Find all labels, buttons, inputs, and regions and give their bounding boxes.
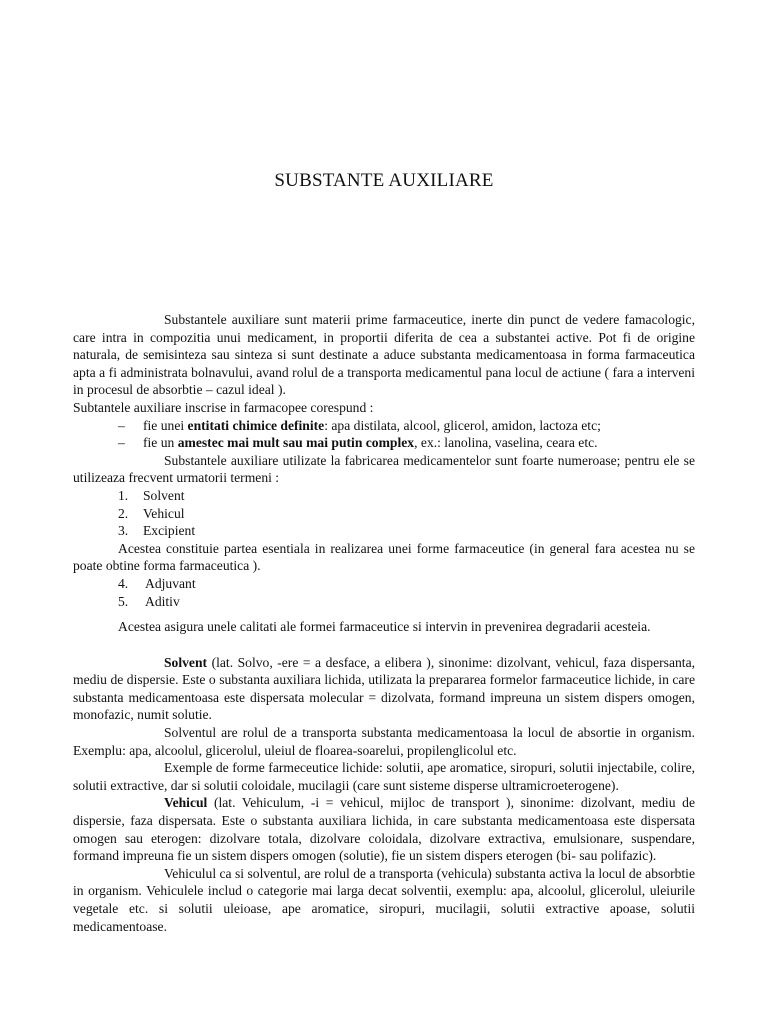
dash-item-text-before: fie unei	[143, 417, 188, 433]
solvent-definition-text: (lat. Solvo, -ere = a desface, a elibera ), sinonime: dizolvant, vehicul, faza dispersanta, mediu de dispersie. Este o substanta auxiliara lichida, utilizata la prepararea formelor farmaceutice lichide, in care substanta medicamentoasa este dispersata molecular = dizolvata, formand impreuna un sistem dispers omogen, monofazic, numit solutie.	[73, 654, 695, 723]
dash-list-item	[73, 417, 695, 435]
list-number: 3.	[118, 523, 129, 539]
document-title: SUBSTANTE AUXILIARE	[274, 170, 494, 191]
list-item-label: Adjuvant	[145, 575, 196, 591]
numbered-list-item	[73, 487, 695, 505]
list-number: 5.	[118, 593, 129, 609]
dash-item-text-before: fie un	[143, 435, 178, 451]
document-body	[73, 311, 695, 935]
dash-marker: –	[118, 417, 125, 433]
numbered-list-item	[73, 575, 695, 593]
numbered-list-item	[73, 593, 695, 611]
dash-item-bold: entitati chimice definite	[187, 417, 325, 433]
numbered-list-item	[73, 505, 695, 523]
solvent-paragraph-2: Solventul are rolul de a transporta substanta medicamentoasa la locul de absortie in organism. Exemplu: apa, alcoolul, glicerolul, uleiul de floarea-soarelui, propilenglicolul etc.	[73, 725, 695, 758]
list-number: 2.	[118, 505, 129, 521]
intro-paragraph-1: Substantele auxiliare sunt materii prime farmaceutice, inerte din punct de vedere famacologic, care intra in compozitia unui medicament, in proportii diferita de cea a substantei active. Pot fi de origine naturala, de semisinteza sau sinteza si sunt destinate a aduce substanta medicamentoasa in forma farmaceutica apta a fi administrata bolnavului, avand rolul de a transporta medicamentul pana locul de actiune ( fara a interveni in procesul de absorbtie – cazul ideal ).	[73, 312, 695, 398]
dash-item-text-after: , ex.: lanolina, vaselina, ceara etc.	[414, 435, 598, 451]
vehicul-term: Vehicul	[164, 795, 208, 811]
dash-list-item	[73, 434, 695, 452]
list-item-label: Vehicul	[143, 505, 185, 521]
intro-paragraph-2: Subtantele auxiliare inscrise in farmacopee corespund :	[73, 399, 374, 415]
numbered-list-item	[73, 522, 695, 540]
intro-paragraph-3: Substantele auxiliare utilizate la fabricarea medicamentelor sunt foarte numeroase; pentru ele se utilizeaza frecvent urmatorii termeni :	[73, 452, 695, 486]
dash-item-text-after: : apa distilata, alcool, glicerol, amidon, lactoza etc;	[324, 417, 601, 433]
list-item-label: Solvent	[143, 487, 185, 503]
dash-marker: –	[118, 435, 125, 451]
vehicul-paragraph-2: Vehiculul ca si solventul, are rolul de a transporta (vehicula) substanta activa la locul de absorbtie in organism. Vehiculele includ o categorie mai larga decat solventii, exemplu: apa, alcoolul, glicerolul, uleiurile vegetale etc. si solutii uleioase, ape aromatice, siropuri, mucilagii, solutii extractive apoase, solutii medicamentoase.	[73, 865, 695, 934]
vehicul-definition-text: (lat. Vehiculum, -i = vehicul, mijloc de transport ), sinonime: dizolvant, mediu de dispersie, faza dispersata. Este o substanta auxiliara lichida, in care substanta medicamentoasa este dispersata omogen sau eterogen: dizolvare totala, dizolvare coloidala, dizolvare extractiva, emulsionare, suspendare, formand impreuna fie un sistem dispers omogen (solutie), fie un sistem dispers eterogen (bi- sau polifazic).	[73, 795, 695, 864]
intro-paragraph-4: Acestea constituie partea esentiala in realizarea unei forme farmaceutice (in general fara acestea nu se poate obtine forma farmaceutica ).	[73, 540, 695, 574]
vehicul-definition	[73, 794, 695, 864]
list-item-label: Excipient	[143, 523, 196, 539]
list-number: 1.	[118, 487, 129, 503]
solvent-definition	[73, 654, 695, 724]
intro-paragraph-5: Acestea asigura unele calitati ale formei farmaceutice si intervin in prevenirea degradarii acesteia.	[118, 619, 651, 635]
solvent-term: Solvent	[164, 654, 208, 670]
solvent-paragraph-3: Exemple de forme farmeceutice lichide: solutii, ape aromatice, siropuri, solutii injectabile, colire, solutii extractive, dar si solutii coloidale, mucilagii (care sunt sisteme disperse ultramicroeterogene).	[73, 760, 695, 793]
list-number: 4.	[118, 575, 129, 591]
list-item-label: Aditiv	[145, 593, 180, 609]
dash-item-bold: amestec mai mult sau mai putin complex	[177, 435, 415, 451]
